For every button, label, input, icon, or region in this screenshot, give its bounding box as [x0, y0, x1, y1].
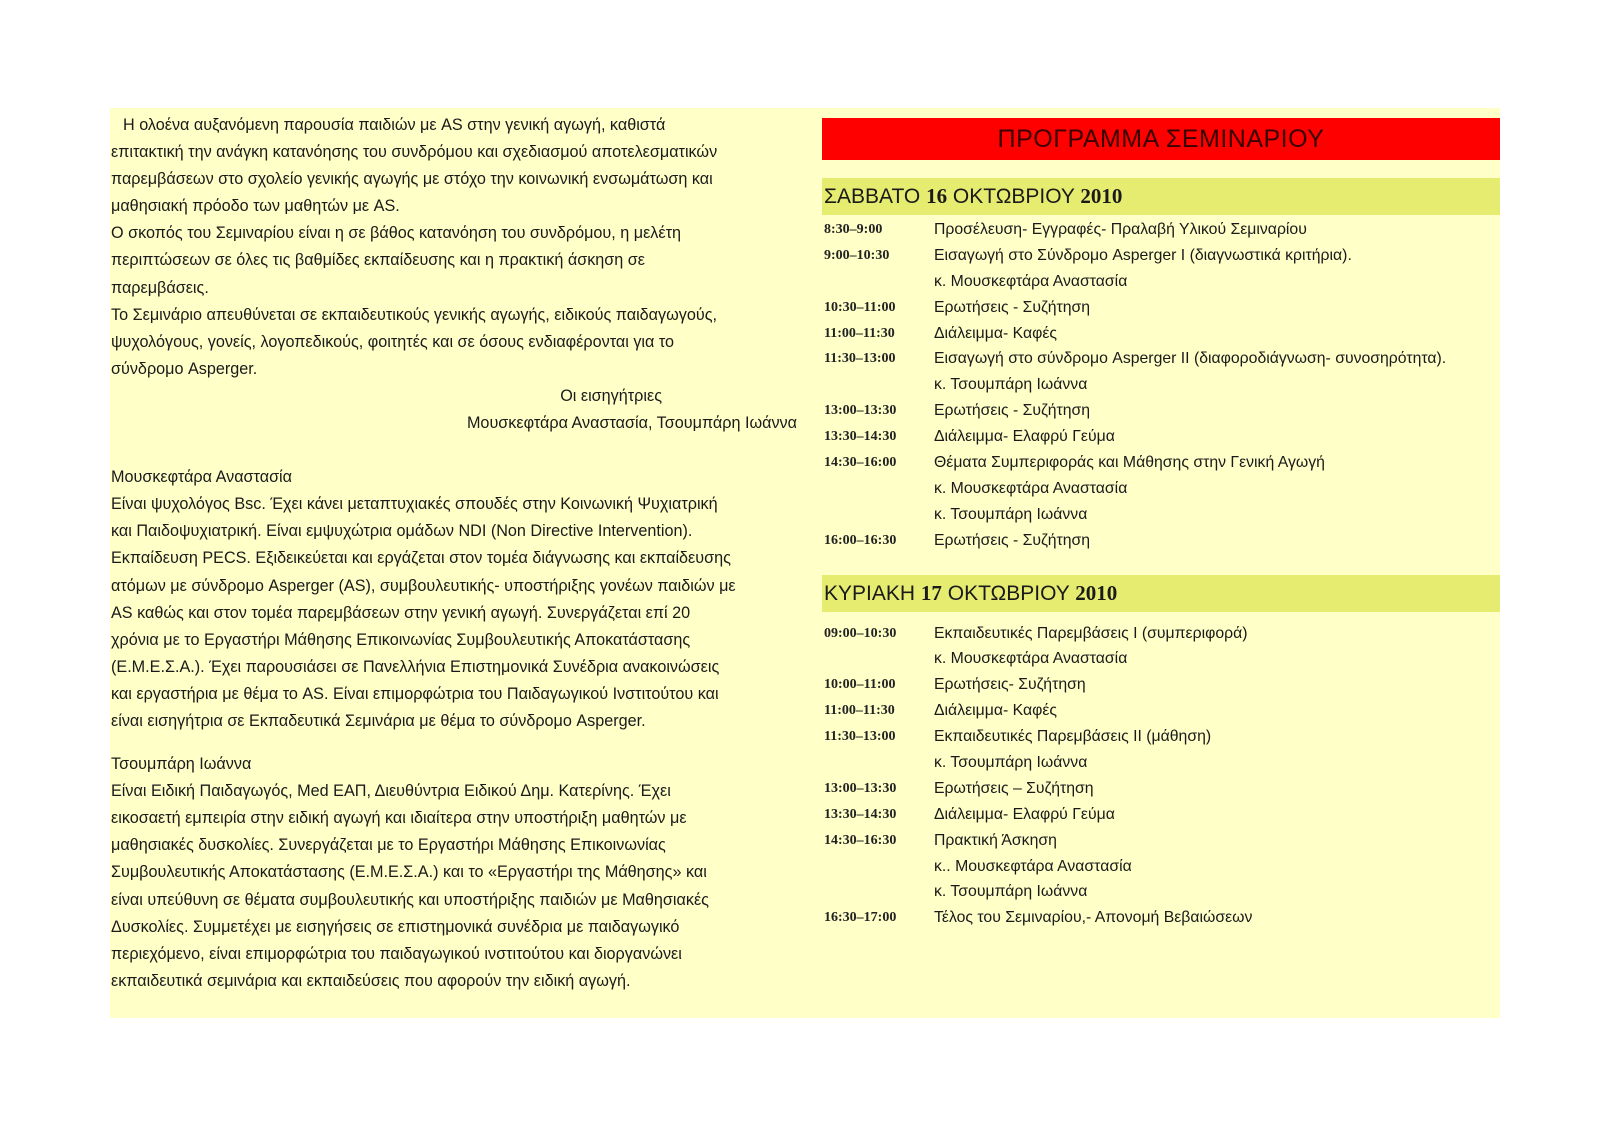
bio-moyskeftara — [111, 464, 797, 735]
day-month: ΟΚΤΩΒΡΙΟΥ — [952, 185, 1075, 208]
schedule-row — [822, 450, 1500, 476]
bio-line: είναι υπεύθυνη σε θέματα συμβουλευτικής και υποστήριξης παιδιών με Μαθησιακές — [111, 890, 709, 909]
bio-line: είναι εισηγήτρια σε Εκπαδευτικά Σεμινάρια με θέμα το σύνδρομο Asperger. — [111, 711, 646, 730]
schedule-row — [822, 802, 1500, 828]
bio-line: AS καθώς και στον τομέα παρεμβάσεων στην γενική αγωγή. Συνεργάζεται επί 20 — [111, 603, 691, 622]
schedule-saturday — [822, 217, 1500, 554]
bio-heading: Μουσκεφτάρα Αναστασία — [111, 468, 293, 487]
session-text: Διάλειμμα- Καφές — [934, 702, 1058, 720]
time-slot — [822, 476, 934, 502]
schedule-row — [822, 321, 1500, 347]
schedule-row — [822, 217, 1500, 243]
program-column — [822, 118, 1500, 931]
schedule-row — [822, 698, 1500, 724]
schedule-row — [822, 424, 1500, 450]
session-text: κ. Τσουμπάρη Ιωάννα — [934, 505, 1088, 523]
time-slot: 14:30–16:30 — [824, 832, 897, 848]
time-slot: 8:30–9:00 — [824, 222, 883, 237]
schedule-row — [822, 905, 1500, 931]
bio-line: Δυσκολίες. Συμμετέχει με εισηγήσεις σε επιστημονικά συνέδρια με παιδαγωγικό — [111, 917, 680, 936]
program-title: ΠΡΟΓΡΑΜΜΑ ΣΕΜΙΝΑΡΙΟΥ — [822, 118, 1500, 160]
time-slot — [822, 854, 934, 880]
session-text: Τέλος του Σεμιναρίου,- Απονομή Βεβαιώσεων — [934, 909, 1253, 927]
session-text: Διάλειμμα- Ελαφρύ Γεύμα — [934, 805, 1115, 823]
time-slot: 11:30–13:00 — [824, 351, 896, 367]
time-slot: 13:00–13:30 — [824, 780, 897, 796]
day-label: ΚΥΡΙΑΚΗ — [824, 581, 916, 605]
schedule-row — [822, 646, 1500, 672]
bio-line: και εργαστήρια με θέμα το AS. Είναι επιμορφώτρια του Παιδαγωγικού Ινστιτούτου και — [111, 684, 719, 703]
day-label: ΣΑΒΒΑΤΟ — [824, 185, 921, 208]
bio-line: εικοσαετή εμπειρία στην ειδική αγωγή και ιδιαίτερα στην υποστήριξη μαθητών με — [111, 809, 687, 828]
schedule-row — [822, 672, 1500, 698]
session-text: κ. Μουσκεφτάρα Αναστασία — [934, 272, 1128, 290]
time-slot: 09:00–10:30 — [824, 625, 897, 641]
bio-line: ατόμων με σύνδρομο Asperger (AS), συμβουλευτικής- υποστήριξης γονέων παιδιών με — [111, 576, 736, 595]
left-column — [111, 112, 797, 995]
bio-line: μαθησιακές δυσκολίες. Συνεργάζεται με το Εργαστήρι Μάθησης Επικοινωνίας — [111, 836, 666, 855]
schedule-row — [822, 372, 1500, 398]
schedule-row — [822, 776, 1500, 802]
bio-line: χρόνια με το Εργαστήρι Μάθησης Επικοινωνίας Συμβουλευτικής Αποκατάστασης — [111, 630, 691, 649]
session-text: κ. Τσουμπάρη Ιωάννα — [934, 376, 1088, 394]
session-text: Προσέλευση- Εγγραφές- Πραλαβή Υλικού Σεμιναρίου — [934, 221, 1307, 238]
day-header-saturday — [822, 178, 1500, 215]
intro-line: Το Σεμινάριο απευθύνεται σε εκπαιδευτικούς γενικής αγωγής, ειδικούς παιδαγωγούς, — [111, 305, 718, 324]
bio-line: Είναι Ειδική Παιδαγωγός, Med ΕΑΠ, Διευθύντρια Ειδικού Δημ. Κατερίνης. Έχει — [111, 782, 671, 801]
bio-line: εκπαιδευτικά σεμινάρια και εκπαιδεύσεις που αφορούν την ειδική αγωγή. — [111, 971, 631, 990]
schedule-row — [822, 346, 1500, 372]
bio-heading: Τσουμπάρη Ιωάννα — [111, 755, 252, 774]
session-text: κ. Μουσκεφτάρα Αναστασία — [934, 479, 1128, 497]
schedule-row — [822, 295, 1500, 321]
time-slot: 13:00–13:30 — [824, 403, 897, 419]
session-text: Θέματα Συμπεριφοράς και Μάθησης στην Γενική Αγωγή — [934, 454, 1325, 472]
session-text: κ. Μουσκεφτάρα Αναστασία — [934, 650, 1128, 668]
signature-names: Μουσκεφτάρα Αναστασία, Τσουμπάρη Ιωάννα — [466, 414, 797, 433]
time-slot: 11:00–11:30 — [824, 325, 895, 341]
day-year: 2010 — [1075, 580, 1118, 605]
session-text: Ερωτήσεις - Συζήτηση — [934, 402, 1091, 420]
bio-line: Συμβουλευτικής Αποκατάστασης (Ε.Μ.Ε.Σ.Α.) και το «Εργαστήρι της Μάθησης» και — [111, 863, 707, 882]
day-year: 2010 — [1080, 184, 1123, 208]
day-header-sunday — [822, 575, 1500, 612]
day-month: ΟΚΤΩΒΡΙΟΥ — [947, 581, 1070, 605]
time-slot: 9:00–10:30 — [824, 247, 890, 263]
bio-line: (Ε.Μ.Ε.Σ.Α.). Έχει παρουσιάσει σε Πανελλήνια Επιστημονικά Συνέδρια ανακοινώσεις — [111, 657, 720, 676]
bio-line: περιεχόμενο, είναι επιμορφώτρια του παιδαγωγικού ινστιτούτου και διοργανώνει — [111, 944, 682, 963]
time-slot: 16:30–17:00 — [824, 910, 897, 926]
schedule-row — [822, 750, 1500, 776]
time-slot — [822, 750, 934, 776]
time-slot — [822, 646, 934, 672]
intro-paragraph — [111, 112, 797, 383]
time-slot — [822, 879, 934, 905]
session-text: Εισαγωγή στο σύνδρομο Asperger II (διαφοροδιάγνωση- συνοσηρότητα). — [934, 350, 1447, 368]
day-date: 17 — [920, 580, 942, 605]
schedule-row — [822, 502, 1500, 528]
schedule-sunday — [822, 621, 1500, 932]
intro-line: παρεμβάσεις. — [111, 278, 209, 297]
session-text: Εισαγωγή στο Σύνδρομο Asperger I (διαγνωστικά κριτήρια). — [934, 246, 1352, 264]
intro-line: ψυχολόγους, γονείς, λογοπεδικούς, φοιτητές και σε όσους ενδιαφέρονται για το — [111, 332, 675, 351]
session-text: Πρακτική Άσκηση — [934, 831, 1057, 849]
intro-line: παρεμβάσεων στο σχολείο γενικής αγωγής με στόχο την κοινωνική ενσωμάτωση και — [111, 170, 713, 189]
session-text: Ερωτήσεις- Συζήτηση — [934, 676, 1086, 694]
intro-line: επιτακτική την ανάγκη κατανόησης του συνδρόμου και σχεδιασμού αποτελεσματικών — [111, 143, 718, 162]
bio-line: και Παιδοψυχιατρική. Είναι εμψυχώτρια ομάδων NDI (Non Directive Intervention). — [111, 522, 693, 541]
schedule-row — [822, 621, 1500, 647]
schedule-row — [822, 879, 1500, 905]
intro-line: σύνδρομο Asperger. — [111, 359, 258, 378]
session-text: κ. Τσουμπάρη Ιωάννα — [934, 883, 1088, 901]
schedule-row — [822, 269, 1500, 295]
intro-line: μαθησιακή πρόοδο των μαθητών με AS. — [111, 197, 400, 216]
time-slot: 16:00–16:30 — [824, 532, 897, 548]
intro-line: περιπτώσεων σε όλες τις βαθμίδες εκπαίδευσης και η πρακτική άσκηση σε — [111, 251, 645, 270]
session-text: Διάλειμμα- Ελαφρύ Γεύμα — [934, 428, 1115, 446]
schedule-row — [822, 476, 1500, 502]
time-slot — [822, 269, 934, 295]
bio-line: Εκπαίδευση PECS. Εξιδεικεύεται και εργάζεται στον τομέα διάγνωσης και εκπαίδευσης — [111, 549, 731, 568]
time-slot — [822, 372, 934, 398]
session-text: Ερωτήσεις - Συζήτηση — [934, 531, 1091, 549]
bio-tsoumpari — [111, 751, 797, 995]
bio-line: Είναι ψυχολόγος Bsc. Έχει κάνει μεταπτυχιακές σπουδές στην Κοινωνική Ψυχιατρική — [111, 495, 718, 514]
session-text: κ.. Μουσκεφτάρα Αναστασία — [934, 857, 1132, 875]
session-text: Εκπαιδευτικές Παρεμβάσεις Ι (συμπεριφορά) — [934, 624, 1248, 642]
intro-line: Ο σκοπός του Σεμιναρίου είναι η σε βάθος κατανόηση του συνδρόμου, η μελέτη — [111, 224, 681, 243]
session-text: κ. Τσουμπάρη Ιωάννα — [934, 754, 1088, 772]
day-date: 16 — [926, 184, 948, 208]
session-text: Εκπαιδευτικές Παρεμβάσεις ΙΙ (μάθηση) — [934, 728, 1212, 746]
schedule-row — [822, 724, 1500, 750]
schedule-row — [822, 528, 1500, 554]
time-slot: 10:00–11:00 — [824, 677, 896, 693]
session-text: Ερωτήσεις - Συζήτηση — [934, 298, 1091, 316]
schedule-row — [822, 243, 1500, 269]
time-slot: 11:00–11:30 — [824, 703, 895, 719]
schedule-row — [822, 854, 1500, 880]
time-slot: 10:30–11:00 — [824, 299, 896, 315]
session-text: Διάλειμμα- Καφές — [934, 324, 1058, 342]
session-text: Ερωτήσεις – Συζήτηση — [934, 779, 1094, 797]
time-slot: 13:30–14:30 — [824, 429, 897, 445]
intro-line: Η ολοένα αυξανόμενη παρουσία παιδιών με AS στην γενική αγωγή, καθιστά — [123, 116, 666, 134]
time-slot: 14:30–16:00 — [824, 455, 897, 471]
schedule-row — [822, 398, 1500, 424]
time-slot: 13:30–14:30 — [824, 806, 897, 822]
signature-label: Οι εισηγήτριες — [560, 386, 662, 405]
time-slot: 11:30–13:00 — [824, 729, 896, 745]
time-slot — [822, 502, 934, 528]
schedule-row — [822, 828, 1500, 854]
